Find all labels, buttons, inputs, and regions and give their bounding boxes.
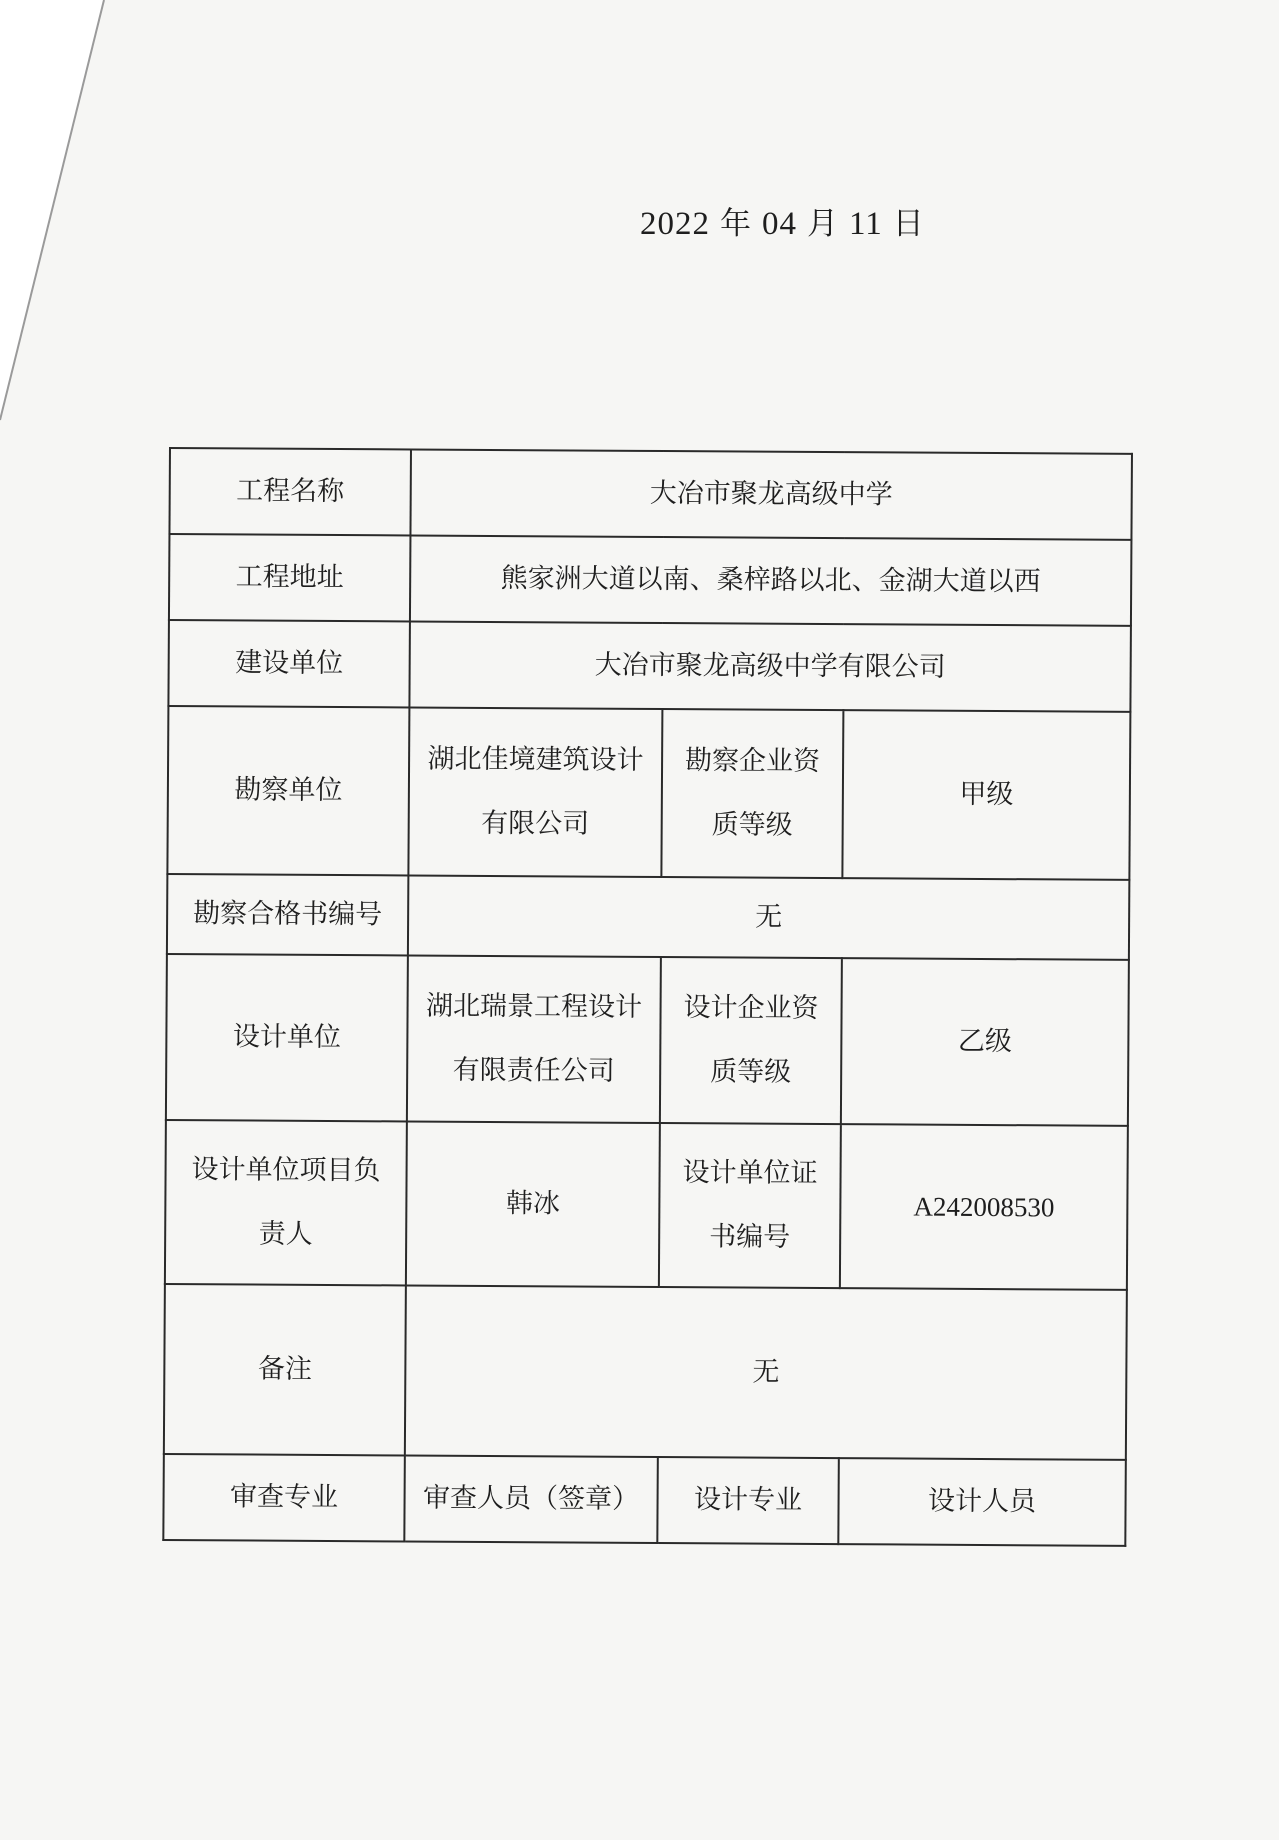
survey-certificate-label: 勘察合格书编号: [167, 874, 408, 955]
row-design-lead: [165, 1120, 1128, 1290]
row-survey-certificate: [167, 874, 1130, 960]
date-year-unit: 年: [720, 206, 752, 242]
design-lead-value: 韩冰: [406, 1121, 660, 1287]
remarks-value: 无: [405, 1285, 1127, 1459]
design-lead-label-line1: 设计单位项目负: [191, 1154, 381, 1187]
reviewer-signature-header: 审查人员（签章）: [404, 1455, 658, 1543]
design-cert-label-line2: 书编号: [709, 1221, 791, 1253]
survey-grade-label-line2: 质等级: [711, 809, 793, 841]
survey-unit-value: [408, 707, 662, 877]
row-project-name: [169, 448, 1132, 540]
row-review-header: [163, 1454, 1126, 1546]
row-design-unit: [166, 954, 1129, 1126]
review-specialty-header: 审查专业: [163, 1454, 405, 1541]
row-survey-unit: [167, 706, 1130, 880]
date-day: 11: [849, 206, 883, 242]
date-year: 2022: [640, 206, 710, 242]
survey-unit-value-line2: 有限公司: [481, 807, 590, 840]
design-unit-label: 设计单位: [166, 954, 408, 1121]
design-grade-value: 乙级: [841, 958, 1129, 1126]
date-month-unit: 月: [807, 206, 839, 242]
design-cert-value: A242008530: [840, 1124, 1128, 1290]
row-remarks: [164, 1284, 1127, 1460]
survey-unit-label: 勘察单位: [167, 706, 409, 875]
survey-unit-value-line1: 湖北佳境建筑设计: [427, 743, 644, 776]
remarks-label: 备注: [164, 1284, 406, 1455]
design-cert-label: [659, 1123, 841, 1288]
design-grade-label-line1: 设计企业资: [683, 992, 819, 1024]
construction-unit-value: 大冶市聚龙高级中学有限公司: [409, 621, 1131, 711]
project-name-value: 大冶市聚龙高级中学: [410, 449, 1132, 539]
date-day-unit: 日: [892, 206, 925, 242]
design-cert-label-line1: 设计单位证: [682, 1157, 818, 1189]
row-project-address: [169, 534, 1132, 626]
survey-grade-label-line1: 勘察企业资: [684, 745, 821, 777]
project-info-table: [162, 447, 1133, 1547]
date-month: 04: [762, 206, 797, 242]
row-construction-unit: [168, 620, 1131, 712]
design-unit-value-line2: 有限责任公司: [452, 1054, 615, 1087]
design-lead-label: [165, 1120, 407, 1285]
project-address-label: 工程地址: [169, 534, 411, 621]
project-name-label: 工程名称: [169, 448, 411, 535]
designer-header: 设计人员: [838, 1458, 1126, 1546]
design-lead-label-line2: 责人: [258, 1218, 313, 1250]
survey-certificate-value: 无: [408, 875, 1130, 959]
design-grade-label: [660, 957, 842, 1124]
project-address-value: 熊家洲大道以南、桑梓路以北、金湖大道以西: [410, 535, 1132, 625]
design-grade-label-line2: 质等级: [710, 1056, 792, 1088]
document-date: [640, 198, 935, 243]
construction-unit-label: 建设单位: [168, 620, 410, 707]
survey-grade-label: [661, 709, 843, 878]
design-unit-value: [407, 955, 661, 1123]
survey-grade-value: 甲级: [842, 710, 1130, 880]
design-specialty-header: 设计专业: [657, 1457, 839, 1544]
design-unit-value-line1: 湖北瑞景工程设计: [425, 990, 643, 1023]
